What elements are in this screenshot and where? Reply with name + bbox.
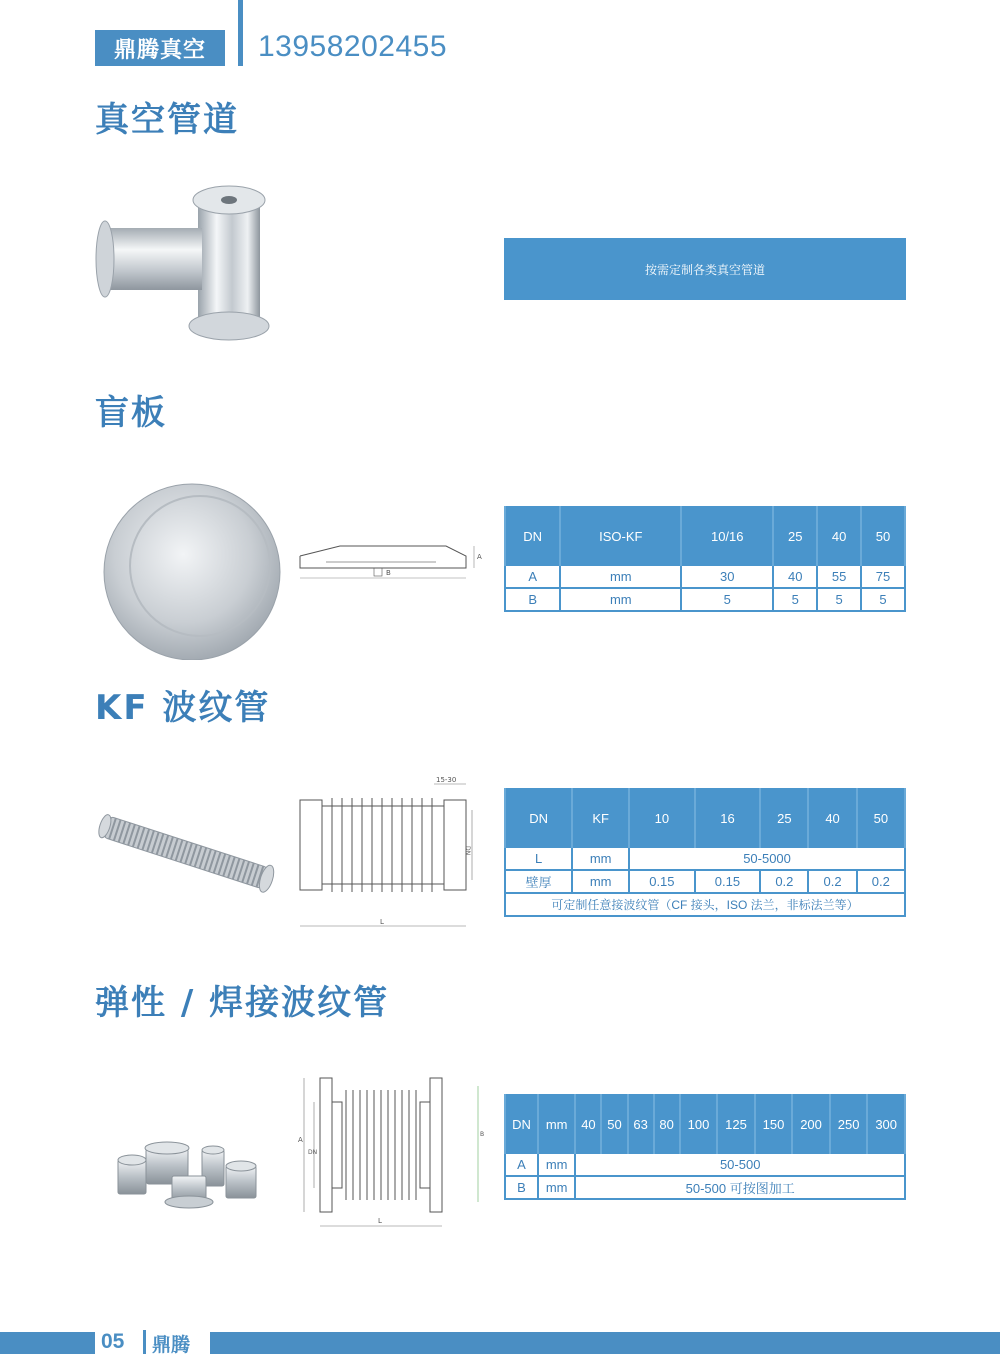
drawing-dim-dn: DN [308,1149,318,1156]
table-header: 100 [680,1095,718,1153]
table-cell: 30 [681,565,773,588]
table-header: DN [505,507,560,565]
drawing-dim-top: 15-30 [436,776,457,784]
welded-bellows-table [504,1094,906,1200]
table-cell: 5 [773,588,817,611]
table-header: 300 [867,1095,905,1153]
drawing-label-a: A [477,553,482,561]
page-number: 05 [101,1330,125,1353]
footer-right-bar [210,1332,1000,1354]
section-title-vacuum-pipe: 真空管道 [95,100,239,140]
table-row [505,565,905,588]
drawing-dim-dn: DN [464,846,471,856]
table-cell: 50-5000 [629,847,905,870]
table-header: ISO-KF [560,507,681,565]
table-cell: 50-500 可按图加工 [575,1176,905,1199]
table-cell: L [505,847,572,870]
table-header: KF [572,789,629,847]
welded-bellows-drawing [296,1072,486,1234]
table-cell: 55 [817,565,861,588]
drawing-dim-l: L [380,918,384,926]
table-header: 50 [857,789,905,847]
table-header: 40 [575,1095,601,1153]
footer-brand: 鼎腾 [152,1334,191,1356]
table-cell: mm [572,870,629,893]
table-header: 25 [773,507,817,565]
footer-left-bar [0,1332,95,1354]
table-header: 63 [628,1095,654,1153]
footer-divider [143,1330,146,1354]
table-row [505,1176,905,1199]
blank-plate-drawing [296,538,492,584]
table-header: 50 [861,507,905,565]
drawing-dim-l: L [378,1217,382,1225]
table-header: mm [538,1095,575,1153]
table-row [505,870,905,893]
table-cell: mm [560,588,681,611]
table-header: 40 [817,507,861,565]
section-title-welded-bellows: 弹性 / 焊接波纹管 [95,983,390,1023]
table-cell: 75 [861,565,905,588]
section-title-blank-plate: 盲板 [95,393,167,433]
kf-bellows-photo [92,810,282,900]
drawing-label-b: B [386,569,391,577]
table-cell: mm [538,1176,575,1199]
drawing-dim-a: A [298,1136,303,1144]
table-cell: 5 [861,588,905,611]
table-cell: 50-500 [575,1153,905,1176]
table-cell: B [505,1176,538,1199]
table-header: 50 [601,1095,627,1153]
table-header: 200 [792,1095,830,1153]
table-header: 150 [755,1095,793,1153]
table-header: 25 [760,789,808,847]
table-cell: 0.15 [695,870,761,893]
drawing-dim-b: B [480,1131,485,1138]
table-row [505,847,905,870]
custom-vacuum-pipe-banner: 按需定制各类真空管道 [504,238,906,300]
table-header: 250 [830,1095,868,1153]
table-cell: mm [538,1153,575,1176]
kf-bellows-table [504,788,906,917]
section-title-kf-bellows: KF 波纹管 [95,688,271,728]
header-divider [238,0,243,66]
table-cell: B [505,588,560,611]
vacuum-pipe-photo [90,180,290,350]
table-cell: A [505,565,560,588]
table-cell: 壁厚 [505,870,572,893]
table-cell: 0.15 [629,870,695,893]
welded-bellows-photo [108,1130,270,1210]
table-header: DN [505,789,572,847]
kf-bellows-drawing [296,776,476,938]
table-header: 10 [629,789,695,847]
blank-plate-table [504,506,906,612]
brand-badge: 鼎腾真空 [95,30,225,66]
table-cell: 5 [681,588,773,611]
table-header: 40 [808,789,856,847]
table-header: 16 [695,789,761,847]
table-row [505,893,905,916]
table-note: 可定制任意接波纹管（CF 接头，ISO 法兰，非标法兰等） [505,893,905,916]
table-cell: 0.2 [808,870,856,893]
table-header: DN [505,1095,538,1153]
table-cell: mm [572,847,629,870]
phone-number: 13958202455 [258,30,448,63]
table-header: 125 [717,1095,755,1153]
table-cell: mm [560,565,681,588]
table-cell: A [505,1153,538,1176]
table-cell: 0.2 [857,870,905,893]
table-row [505,1153,905,1176]
table-cell: 40 [773,565,817,588]
blank-plate-photo [92,480,292,660]
table-header: 10/16 [681,507,773,565]
table-row [505,588,905,611]
table-cell: 0.2 [760,870,808,893]
table-header: 80 [654,1095,680,1153]
table-cell: 5 [817,588,861,611]
